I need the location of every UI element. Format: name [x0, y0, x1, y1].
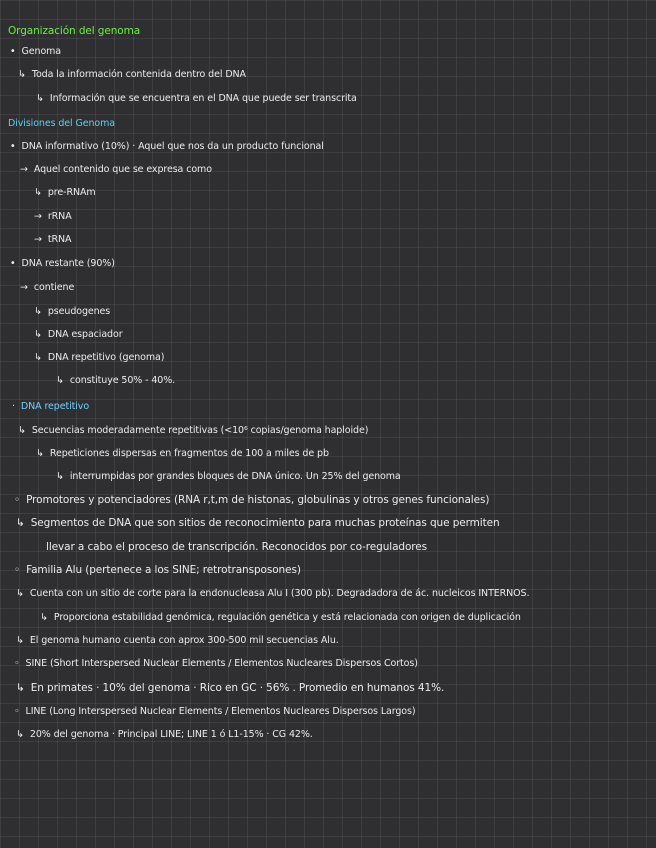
arrow-icon: → [34, 211, 42, 222]
arrow-icon: ↳ [16, 517, 25, 529]
note-line: ◦ Familia Alu (pertenece a los SINE; retrotransposones) [14, 564, 301, 576]
note-line: ↳ El genoma humano cuenta con aprox 300-500 mil secuencias Alu. [16, 635, 339, 646]
note-line: ↳ Repeticiones dispersas en fragmentos de 100 a miles de pb [36, 448, 329, 459]
arrow-icon: ↳ [36, 448, 44, 459]
bullet-icon: ◦ [14, 494, 21, 506]
bullet-icon: · [12, 401, 15, 412]
arrow-icon: → [34, 234, 42, 245]
arrow-icon: ↳ [36, 93, 44, 104]
note-line: ◦ LINE (Long Interspersed Nuclear Elements / Elementos Nucleares Dispersos Largos) [14, 706, 416, 717]
arrow-icon: ↳ [34, 306, 42, 317]
arrow-icon: ↳ [16, 729, 24, 740]
note-line: llevar a cabo el proceso de transcripción. Reconocidos por co-reguladores [46, 541, 428, 553]
note-line: ↳ Segmentos de DNA que son sitios de reconocimiento para muchas proteínas que permiten [16, 517, 500, 529]
bullet-icon: • [10, 46, 16, 57]
note-line: ↳ interrumpidas por grandes bloques de DNA único. Un 25% del genoma [56, 471, 401, 482]
note-line: • Genoma [10, 46, 62, 57]
note-line: ↳ Proporciona estabilidad genómica, regulación genética y está relacionada con origen de duplicación [40, 612, 521, 623]
bullet-icon: • [10, 141, 16, 152]
arrow-icon: ↳ [16, 635, 24, 646]
arrow-icon: ↳ [34, 329, 42, 340]
note-line: → Aquel contenido que se expresa como [20, 164, 212, 175]
note-line: • DNA informativo (10%) · Aquel que nos da un producto funcional [10, 141, 324, 152]
note-line: ◦ SINE (Short Interspersed Nuclear Elements / Elementos Nucleares Dispersos Cortos) [14, 658, 418, 669]
bullet-icon: ◦ [14, 564, 21, 576]
arrow-icon: ↳ [40, 612, 48, 623]
note-line: ↳ Toda la información contenida dentro del DNA [18, 69, 246, 80]
arrow-icon: ↳ [34, 352, 42, 363]
bullet-icon: • [10, 258, 16, 269]
note-line: → rRNA [34, 211, 72, 222]
arrow-icon: → [20, 164, 28, 175]
note-line: ↳ DNA repetitivo (genoma) [34, 352, 165, 363]
note-line: ↳ DNA espaciador [34, 329, 123, 340]
note-line: ↳ Cuenta con un sitio de corte para la endonucleasa Alu I (300 pb). Degradadora de ác. nucleicos INTERNOS. [16, 588, 530, 599]
arrow-icon: ↳ [16, 588, 24, 599]
note-line: ↳ 20% del genoma · Principal LINE; LINE 1 ó L1-15% · CG 42%. [16, 729, 313, 740]
note-line: ↳ Secuencias moderadamente repetitivas (<10⁶ copias/genoma haploide) [18, 425, 369, 436]
arrow-icon: ↳ [56, 471, 64, 482]
note-line: ↳ pseudogenes [34, 306, 111, 317]
arrow-icon: ↳ [18, 425, 26, 436]
bullet-icon: ◦ [14, 658, 20, 669]
arrow-icon: ↳ [16, 682, 25, 694]
section-heading: Divisiones del Genoma [8, 118, 116, 129]
note-line: • DNA restante (90%) [10, 258, 115, 269]
note-line: ↳ Información que se encuentra en el DNA que puede ser transcrita [36, 93, 357, 104]
note-line: ↳ constituye 50% - 40%. [56, 375, 176, 386]
note-line: ↳ pre-RNAm [34, 187, 96, 198]
page-title: Organización del genoma [8, 25, 141, 37]
note-line: ↳ En primates · 10% del genoma · Rico en GC · 56% . Promedio en humanos 41%. [16, 682, 445, 694]
arrow-icon: ↳ [56, 375, 64, 386]
bullet-icon: ◦ [14, 706, 20, 717]
note-line: → contiene [20, 282, 75, 293]
note-line: ◦ Promotores y potenciadores (RNA r,t,m de histonas, globulinas y otros genes funcionales) [14, 494, 490, 506]
arrow-icon: ↳ [18, 69, 26, 80]
note-line: · DNA repetitivo [12, 401, 90, 412]
arrow-icon: → [20, 282, 28, 293]
note-line: → tRNA [34, 234, 72, 245]
arrow-icon: ↳ [34, 187, 42, 198]
